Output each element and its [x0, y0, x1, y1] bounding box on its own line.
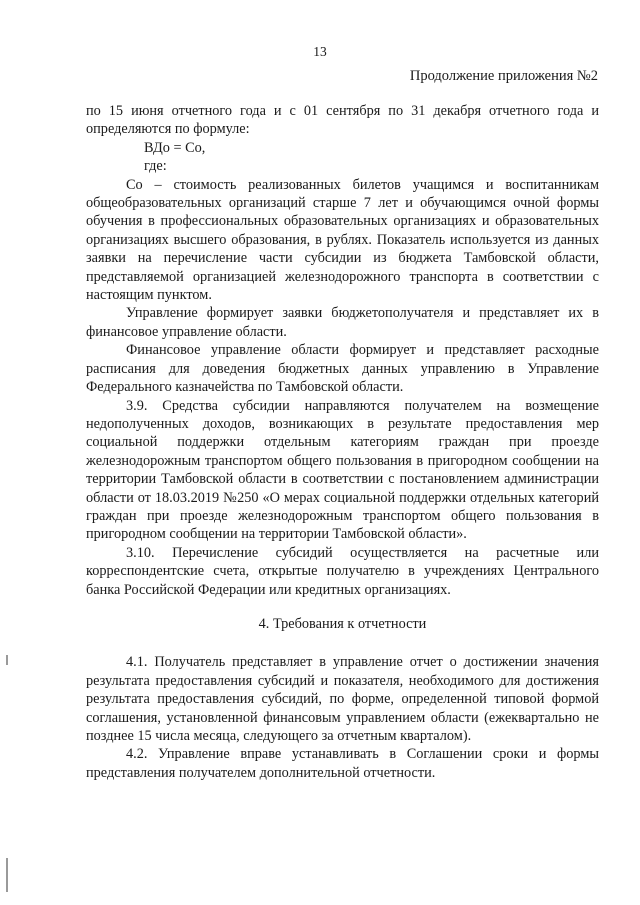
paragraph-4-1: 4.1. Получатель представляет в управление отчет о достижении значения результата предоставления субсидий и показателя, необходимого для достижения результата предоставления субсидий, по форме, определенной типовой формой соглашения, установленной финансовым управлением области (ежеквартально не позднее 15 числа месяца, следующего за отчетным кварталом). [86, 654, 599, 744]
formula-where: где: [144, 158, 167, 175]
scan-margin-mark [6, 655, 8, 665]
paragraph-finance-schedules: Финансовое управление области формирует и представляет расходные расписания для доведения бюджетных данных управлению в Управление Федерального казначейства по Тамбовской области. [86, 342, 599, 396]
paragraph-formula-intro: по 15 июня отчетного года и с 01 сентября по 31 декабря отчетного года и определяются по формуле: [86, 103, 599, 138]
document-body [86, 102, 599, 782]
paragraph-requests: Управление формирует заявки бюджетополучателя и представляет их в финансовое управление области. [86, 305, 599, 340]
appendix-continuation-note: Продолжение приложения №2 [409, 68, 598, 84]
paragraph-3-9: 3.9. Средства субсидии направляются получателем на возмещение недополученных доходов, возникающих в результате предоставления мер социальной поддержки отдельным категориям граждан при проезде железнодорожным транспортом общего пользования в пригородном сообщении на территории Тамбовской области в соответствии с постановлением администрации области от 18.03.2019 №250 «О мерах социальной поддержки отдельных категорий граждан при проезде железнодорожным транспортом общего пользования в пригородном сообщении на территории Тамбовской области». [86, 397, 599, 543]
paragraph-4-2: 4.2. Управление вправе устанавливать в Соглашении сроки и формы представления получателем дополнительной отчетности. [86, 746, 599, 781]
paragraph-co-definition: Со – стоимость реализованных билетов учащимся и воспитанникам общеобразовательных организаций старше 7 лет и обучающимся очной формы обучения в профессиональных образовательных организациях и образовательных организациях высшего образования, в рублях. Показатель используется из данных заявки на перечисление части субсидии из бюджета Тамбовской области, представляемой организацией железнодорожного транспорта в соответствии с настоящим пунктом. [86, 176, 599, 304]
section-heading: 4. Требования к отчетности [258, 615, 427, 632]
page-number: 13 [313, 44, 327, 59]
scan-margin-mark [6, 858, 8, 892]
paragraph-3-10: 3.10. Перечисление субсидий осуществляется на расчетные или корреспондентские счета, открытые получателю в учреждениях Центрального банка Российской Федерации или кредитных организациях. [86, 544, 599, 598]
formula: ВДо = Со, [144, 139, 206, 156]
